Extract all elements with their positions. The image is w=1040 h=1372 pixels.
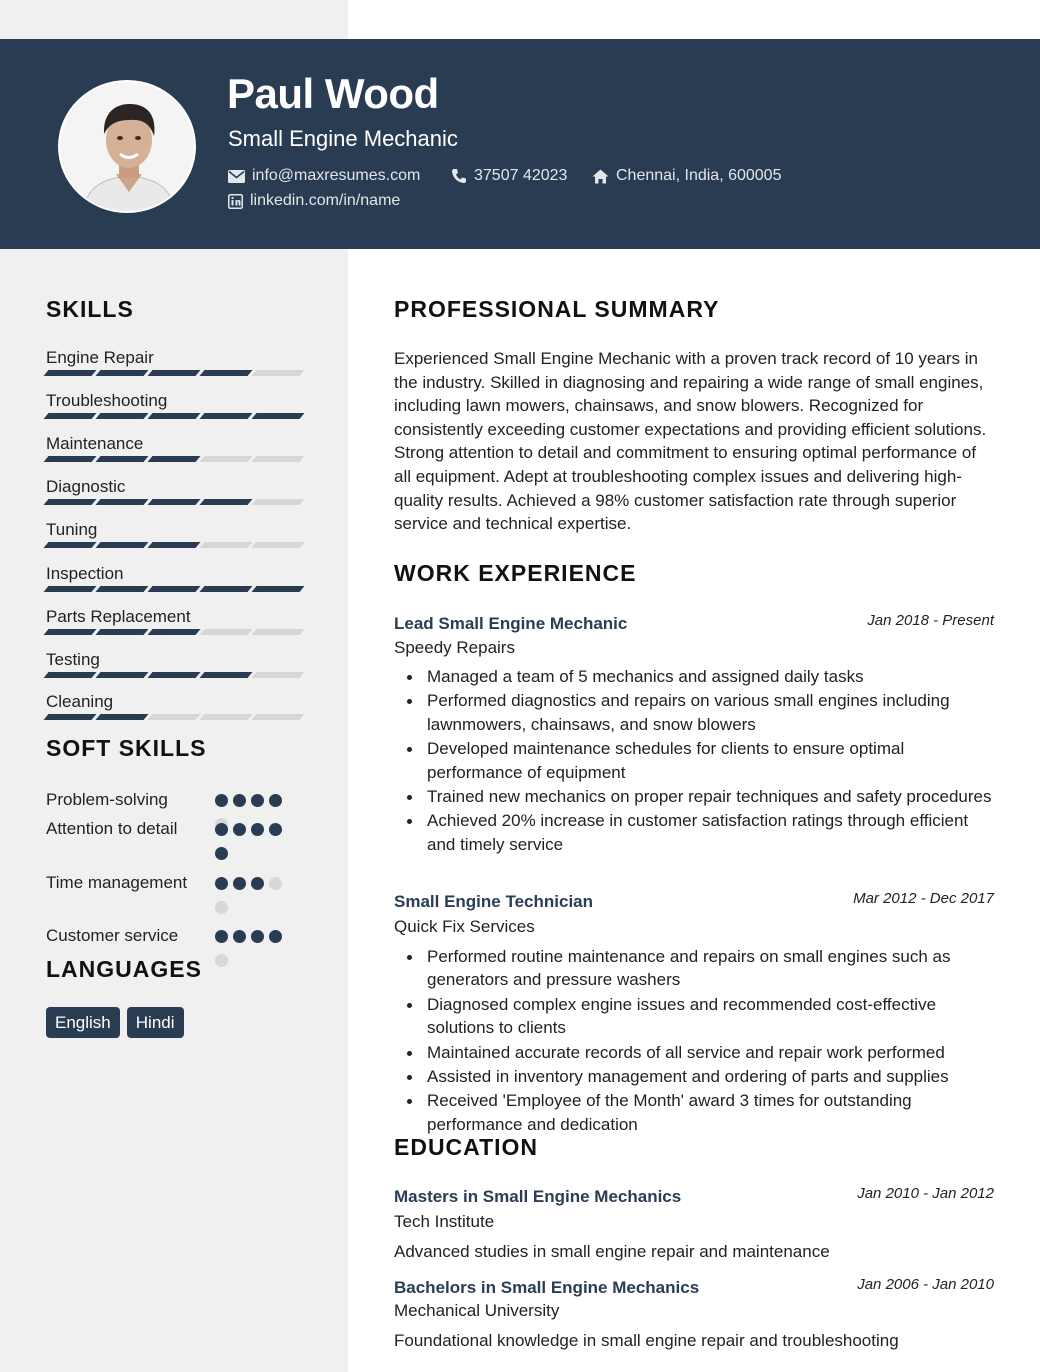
skill-item <box>46 564 302 584</box>
candidate-title: Small Engine Mechanic <box>228 126 458 151</box>
skill-label: Troubleshooting <box>46 391 168 410</box>
skill-bar-filled <box>43 629 96 635</box>
skill-bar-filled <box>43 542 96 548</box>
soft-skill-label: Attention to detail <box>46 819 178 838</box>
rating-dot-filled <box>251 877 264 890</box>
degree-title: Bachelors in Small Engine Mechanics <box>394 1278 700 1297</box>
soft-skill-item <box>46 871 296 894</box>
job-bullet: Assisted in inventory management and ordering of parts and supplies <box>394 1065 994 1088</box>
rating-dot-filled <box>269 930 282 943</box>
skill-label: Cleaning <box>46 692 114 711</box>
skill-bar-filled <box>147 370 200 376</box>
rating-dot-filled <box>215 794 228 807</box>
rating-dot-filled <box>269 823 282 836</box>
rating-dot-filled <box>269 794 282 807</box>
contact-phone[interactable] <box>451 167 567 185</box>
contact-linkedin[interactable] <box>228 192 400 210</box>
job-title: Lead Small Engine Mechanic <box>394 614 628 633</box>
soft-skills-heading: SOFT SKILLS <box>46 735 207 761</box>
skill-bar-filled <box>43 672 96 678</box>
job-bullet: Developed maintenance schedules for clients to ensure optimal performance of equipment <box>394 737 994 784</box>
linkedin-icon <box>228 194 243 209</box>
rating-dot-filled <box>251 823 264 836</box>
skill-level-bar <box>46 499 302 505</box>
rating-dot-filled <box>251 930 264 943</box>
job-company: Quick Fix Services <box>394 917 535 936</box>
avatar <box>58 80 196 213</box>
summary-heading: PROFESSIONAL SUMMARY <box>394 296 720 322</box>
skill-bar-filled <box>95 714 148 720</box>
skill-bar-filled <box>199 672 252 678</box>
skill-bar-empty <box>251 672 304 678</box>
job-bullet: Trained new mechanics on proper repair techniques and safety procedures <box>394 785 994 808</box>
skill-label: Diagnostic <box>46 477 126 496</box>
skill-bar-filled <box>199 370 252 376</box>
rating-dot-filled <box>215 823 228 836</box>
skill-level-bar <box>46 370 302 376</box>
soft-skill-item <box>46 788 296 811</box>
skill-bar-filled <box>199 413 252 419</box>
job-bullets <box>394 665 994 857</box>
skill-bar-empty <box>199 456 252 462</box>
skill-bar-filled <box>43 413 96 419</box>
skill-bar-filled <box>43 456 96 462</box>
address-text: Chennai, India, 600005 <box>616 167 782 184</box>
skill-label: Inspection <box>46 564 124 583</box>
job-bullet: Performed diagnostics and repairs on various small engines including lawnmowers, chainsaws, and snow blowers <box>394 689 994 736</box>
skill-item <box>46 477 302 497</box>
skill-bar-filled <box>43 370 96 376</box>
soft-skill-dots <box>215 877 290 925</box>
skill-bar-filled <box>147 586 200 592</box>
summary-text: Experienced Small Engine Mechanic with a proven track record of 10 years in the industry. Skilled in diagnosing and repairing a wide range of small engines, including lawn mowers, chainsaws, and snow blowers. Recognized for consistently exceeding customer expectations and providing efficient solutions. Strong attention to detail and commitment to ensuring optimal performance of all equipment. Adept at troubleshooting complex issues and delivering high-quality results. Achieved a 98% customer satisfaction rate through superior service and technical expertise. <box>394 349 987 534</box>
job-bullet: Received 'Employee of the Month' award 3 times for outstanding performance and dedication <box>394 1089 994 1136</box>
skill-bar-filled <box>147 413 200 419</box>
job-date: Mar 2012 - Dec 2017 <box>853 890 994 907</box>
skill-label: Engine Repair <box>46 348 154 367</box>
skill-bar-filled <box>147 629 200 635</box>
language-tag: English <box>46 1007 120 1038</box>
skill-level-bar <box>46 586 302 592</box>
skill-bar-filled <box>95 586 148 592</box>
skill-bar-filled <box>199 586 252 592</box>
school-name: Mechanical University <box>394 1301 560 1320</box>
soft-skill-label: Problem-solving <box>46 790 168 809</box>
skill-level-bar <box>46 413 302 419</box>
education-description: Foundational knowledge in small engine repair and troubleshooting <box>394 1331 899 1350</box>
skill-bar-filled <box>43 586 96 592</box>
linkedin-text: linkedin.com/in/name <box>250 192 401 209</box>
skill-bar-empty <box>251 542 304 548</box>
skill-bar-filled <box>147 456 200 462</box>
skill-level-bar <box>46 714 302 720</box>
skill-bar-empty <box>199 542 252 548</box>
job-date: Jan 2018 - Present <box>867 612 994 629</box>
phone-text: 37507 42023 <box>474 167 568 184</box>
rating-dot-filled <box>233 877 246 890</box>
soft-skill-label: Time management <box>46 873 188 892</box>
skill-bar-filled <box>251 413 304 419</box>
language-tag: Hindi <box>127 1007 184 1038</box>
education-description: Advanced studies in small engine repair and maintenance <box>394 1242 830 1261</box>
contact-email[interactable] <box>228 167 420 185</box>
languages-heading: LANGUAGES <box>46 956 202 982</box>
email-text: info@maxresumes.com <box>252 167 421 184</box>
degree-title: Masters in Small Engine Mechanics <box>394 1187 682 1206</box>
skill-bar-filled <box>43 714 96 720</box>
soft-skill-label: Customer service <box>46 926 179 945</box>
skill-level-bar <box>46 542 302 548</box>
skill-level-bar <box>46 456 302 462</box>
soft-skill-item <box>46 817 296 840</box>
skill-level-bar <box>46 629 302 635</box>
rating-dot-filled <box>233 823 246 836</box>
education-heading: EDUCATION <box>394 1134 539 1160</box>
skill-bar-filled <box>95 542 148 548</box>
rating-dot-filled <box>215 930 228 943</box>
skill-bar-empty <box>251 629 304 635</box>
candidate-name: Paul Wood <box>227 70 439 117</box>
rating-dot-filled <box>233 794 246 807</box>
job-bullet: Achieved 20% increase in customer satisfaction ratings through efficient and timely service <box>394 809 994 856</box>
skill-bar-filled <box>43 499 96 505</box>
rating-dot-empty <box>215 901 228 914</box>
skill-level-bar <box>46 672 302 678</box>
skill-item <box>46 434 302 454</box>
skill-label: Maintenance <box>46 434 144 453</box>
skills-heading: SKILLS <box>46 296 134 322</box>
experience-heading: WORK EXPERIENCE <box>394 560 637 586</box>
skill-bar-empty <box>199 629 252 635</box>
skill-bar-filled <box>95 456 148 462</box>
education-date: Jan 2006 - Jan 2010 <box>857 1276 994 1293</box>
skill-item <box>46 391 302 411</box>
contact-address <box>592 167 781 185</box>
home-icon <box>592 169 609 184</box>
skill-bar-filled <box>147 499 200 505</box>
job-title: Small Engine Technician <box>394 892 594 911</box>
skill-item <box>46 692 302 712</box>
language-list <box>46 1007 184 1038</box>
school-name: Tech Institute <box>394 1212 495 1231</box>
rating-dot-empty <box>269 877 282 890</box>
skill-bar-filled <box>95 672 148 678</box>
job-bullet: Maintained accurate records of all service and repair work performed <box>394 1041 994 1064</box>
skill-label: Testing <box>46 650 100 669</box>
skill-item <box>46 607 302 627</box>
skill-item <box>46 520 302 540</box>
soft-skill-dots <box>215 823 290 871</box>
skill-label: Tuning <box>46 520 98 539</box>
skill-bar-filled <box>147 672 200 678</box>
job-bullet: Managed a team of 5 mechanics and assigned daily tasks <box>394 665 994 688</box>
skill-bar-empty <box>251 370 304 376</box>
skill-bar-empty <box>251 714 304 720</box>
rating-dot-filled <box>233 930 246 943</box>
education-date: Jan 2010 - Jan 2012 <box>857 1185 994 1202</box>
skill-bar-filled <box>251 586 304 592</box>
envelope-icon <box>228 170 245 183</box>
job-company: Speedy Repairs <box>394 638 515 657</box>
skill-bar-filled <box>95 370 148 376</box>
rating-dot-filled <box>251 794 264 807</box>
header-banner <box>0 39 1040 249</box>
skill-item <box>46 650 302 670</box>
skill-bar-empty <box>251 456 304 462</box>
job-bullets <box>394 945 994 1137</box>
rating-dot-filled <box>215 847 228 860</box>
skill-bar-empty <box>147 714 200 720</box>
skill-bar-empty <box>251 499 304 505</box>
skill-bar-filled <box>199 499 252 505</box>
skill-bar-filled <box>95 499 148 505</box>
rating-dot-empty <box>215 954 228 967</box>
phone-icon <box>451 168 467 184</box>
skill-label: Parts Replacement <box>46 607 191 626</box>
skill-bar-empty <box>199 714 252 720</box>
skill-bar-filled <box>147 542 200 548</box>
skill-item <box>46 348 302 368</box>
job-bullet: Performed routine maintenance and repairs on small engines such as generators and pressure washers <box>394 945 994 992</box>
skill-bar-filled <box>95 413 148 419</box>
soft-skill-item <box>46 924 296 947</box>
soft-skill-dots <box>215 930 290 978</box>
job-bullet: Diagnosed complex engine issues and recommended cost-effective solutions to clients <box>394 993 994 1040</box>
skill-bar-filled <box>95 629 148 635</box>
rating-dot-filled <box>215 877 228 890</box>
